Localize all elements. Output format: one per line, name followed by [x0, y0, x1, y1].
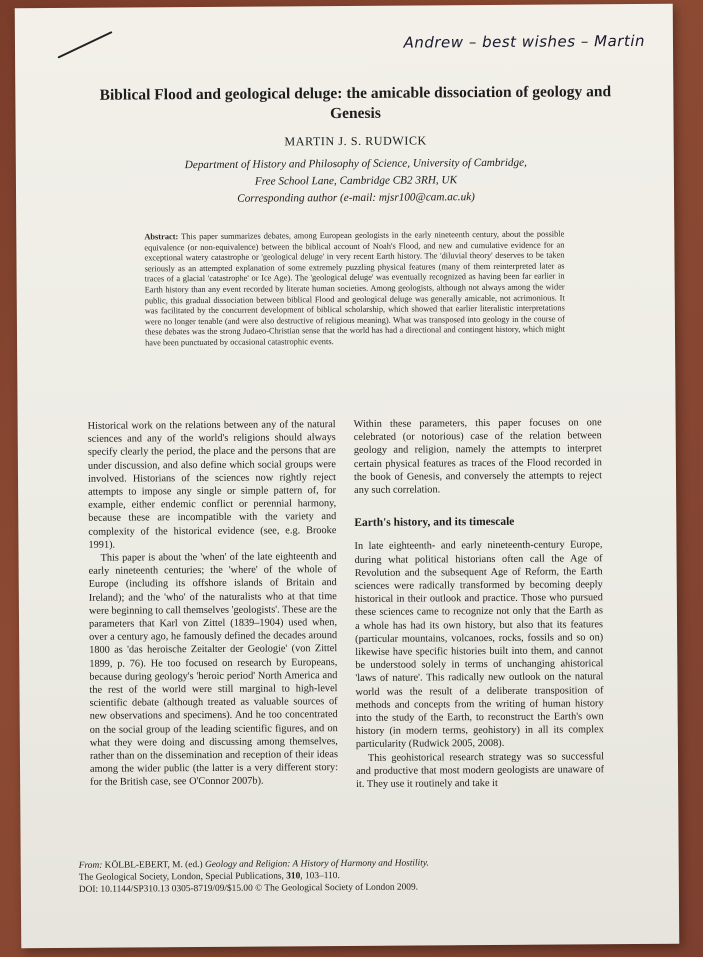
paper-title: Biblical Flood and geological deluge: the amicable dissociation of geology and Genesis: [99, 83, 612, 123]
right-paragraph-2: In late eighteenth- and early nineteenth-century Europe, during what political historians often call the Age of Revolution and the subsequent Age of Reform, the Earth sciences were radically transformed by becoming deeply historical in their outlook and practice. Those who pursued these sciences came to recognize not only that the Earth as a whole has had its own history, but also that its features (particular mountains, volcanoes, rocks, fossils and so on) likewise have specific histories built into them, and cannot be understood solely in terms of unchanging ahistorical 'laws of nature'. This radically new outlook on the natural world was the result of a deliberate transposition of methods and concepts from the writing of human history into the study of the Earth, to reconstruct the Earth's own history (in modern terms, geohistory) in all its complex particularity (Rudwick 2005, 2008).: [354, 539, 604, 751]
pen-stroke: [57, 31, 112, 59]
footer-editor: KÖLBL-EBERT, M. (ed.): [104, 860, 203, 871]
right-column: [354, 416, 605, 791]
section-heading: Earth's history, and its timescale: [354, 516, 515, 530]
left-column: [88, 418, 339, 789]
left-paragraph-2: This paper is about the 'when' of the late eighteenth and early nineteenth centuries; the 'where' of the whole of Europe (including its offshore islands of Britain and Ireland); and the 'who' of the naturalists who at that time were beginning to call themselves 'geologists'. These are the parameters that Karl von Zittel (1839–1904) used when, over a century ago, he famously defined the decades around 1800 as 'das heroische Zeitalter der Geologie' (von Zittel 1899, p. 76). He too focused on research by Europeans, because during geology's 'heroic period' North America and the rest of the world were still marginal to high-level scientific debate (although treated as valuable sources of new observations and specimens). And he too concentrated on the social group of the leading scientific figures, and on what they were doing and discussing among themselves, rather than on the dissemination and reception of their ideas among the wider public (the latter is a very different story: for the British case, see O'Connor 2007b).: [88, 551, 339, 789]
left-paragraph-1: Historical work on the relations between any of the natural sciences and any of the world's religions should always specify clearly the period, the place and the persons that are under discussion, and also define which social groups were involved. Historians of the sciences now rightly reject attempts to impose any single or simple pattern of, for example, either endemic conflict or perennial harmony, because these are incompatible with the variety and complexity of the historical evidence (see, e.g. Brooke 1991).: [87, 419, 337, 551]
abstract-text: This paper summarizes debates, among European geologists in the early nineteenth century, about the possible equivalence (or non-equivalence) between the biblical account of Noah's Flood, and new and cumulative evidence for an exceptional watery catastrophe or 'geological deluge' in very recent Earth history. The 'diluvial theory' deserves to be taken seriously as an attempted explanation of some extremely puzzling physical features (many of them reinterpreted later as traces of a glacial 'catastrophe' or Ice Age). The 'geological deluge' was eventually recognized as having been far earlier in Earth history than any event recorded by literate human societies. Among geologists, although not always among the wider public, this gradual dissociation between biblical Flood and geological deluge was generally amicable, not acrimonious. It was facilitated by the concurrent development of biblical scholarship, which showed that earlier literalistic interpretations were no longer tenable (and were also destructive of religious meaning). What was transposed into geology in the course of these debates was the strong Judaeo-Christian sense that the world has had a directional and contingent history, which might have been punctuated by occasional catastrophic events.: [144, 229, 566, 348]
affiliation-line-1: Department of History and Philosophy of Science, University of Cambridge,: [184, 156, 527, 172]
corresponding-author: Corresponding author (e-mail: mjsr100@cam.ac.uk): [237, 191, 475, 205]
affiliation: [96, 154, 616, 209]
footer-publisher: The Geological Society, London, Special Publications,: [78, 871, 284, 883]
affiliation-line-2: Free School Lane, Cambridge CB2 3RH, UK: [254, 174, 458, 188]
footer-book-title: Geology and Religion: A History of Harmony and Hostility.: [204, 858, 429, 871]
author-name: MARTIN J. S. RUDWICK: [284, 133, 427, 149]
footer-volume: 310: [286, 871, 301, 882]
abstract-label: Abstract:: [144, 232, 179, 242]
footer-pages: , 103–110.: [300, 871, 340, 882]
right-paragraph-3: This geohistorical research strategy was so successful and productive that most modern geologists are unaware of it. They use it routinely and take it: [356, 750, 605, 791]
paper-page: [15, 4, 680, 949]
right-paragraph-1: Within these parameters, this paper focuses on one celebrated (or notorious) case of the relation between geology and religion, namely the attempts to interpret certain physical features as traces of the Flood recorded in the book of Genesis, and conversely the attempts to reject any such correlation.: [353, 417, 603, 496]
footer-doi: DOI: 10.1144/SP310.13 0305-8719/09/$15.00 © The Geological Society of London 2009.: [78, 882, 419, 895]
footer-from-label: From:: [78, 860, 103, 871]
citation-footer: [79, 856, 639, 896]
abstract: [144, 229, 565, 348]
handwritten-inscription: Andrew – best wishes – Martin: [403, 31, 646, 52]
